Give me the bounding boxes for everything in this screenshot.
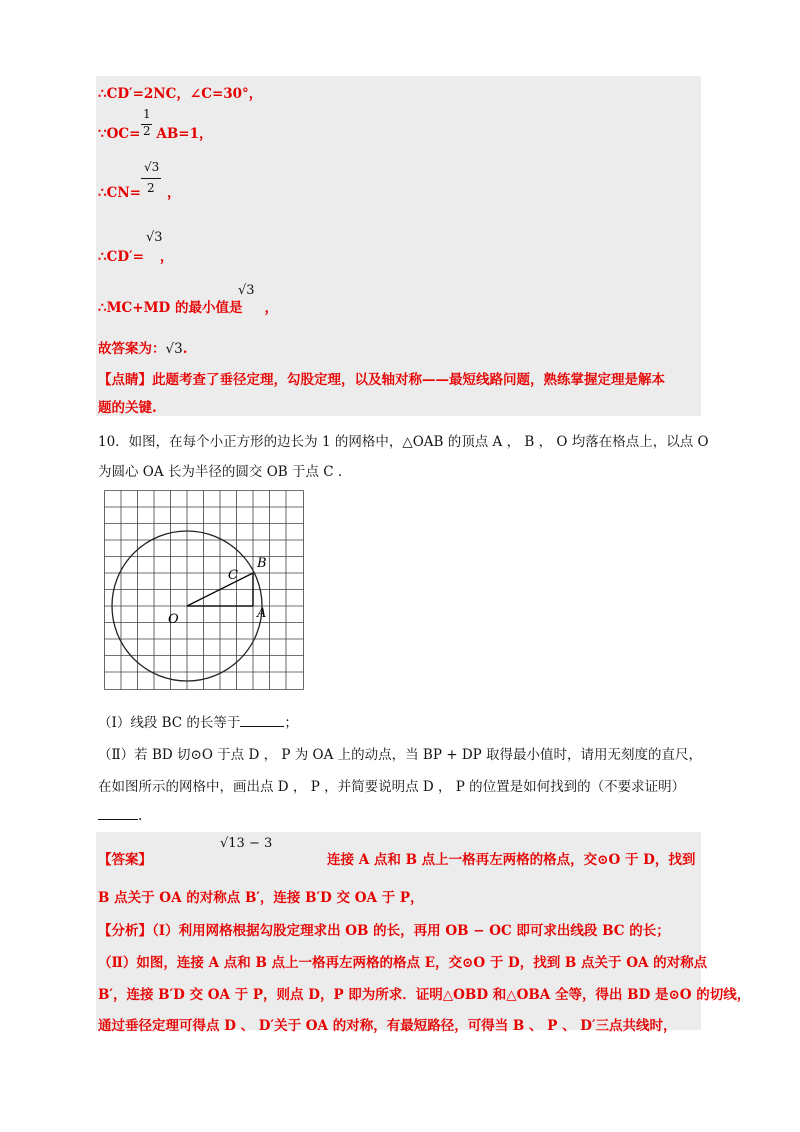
solution-line-2-pre: ∵OC= xyxy=(98,126,141,142)
remark-line-1: 【点睛】此题考查了垂径定理，勾股定理，以及轴对称——最短线路问题，熟练掌握定理是解本 xyxy=(98,372,665,388)
solution-line-5 xyxy=(98,296,278,316)
remark-line-2: 题的关键. xyxy=(98,400,157,416)
answer-blank-2 xyxy=(98,807,138,820)
fraction-sqrt3-num: √3 xyxy=(144,160,160,174)
solution-line-5-post: ， xyxy=(264,300,278,316)
fraction-half-num: 1 xyxy=(143,107,151,121)
question-part-1-end: ； xyxy=(284,715,298,731)
sqrt3-value-3: √3 xyxy=(165,341,183,357)
question-part-2-line-3 xyxy=(98,807,142,824)
sqrt3-value-2: √3 xyxy=(238,283,255,298)
answer-tag: 【答案】 xyxy=(98,852,152,868)
label-C: C xyxy=(228,568,238,583)
question-part-2-end: . xyxy=(138,808,143,824)
question-part-2-line-1: （Ⅱ）若 BD 切⊙O 于点 D ， P 为 OA 上的动点，当 BP + DP 取得最小值时，请用无刻度的直尺， xyxy=(98,747,703,763)
answer-text-1: 连接 A 点和 B 点上一格再左两格的格点，交⊙O 于 D，找到 xyxy=(327,852,696,868)
solution-line-4-post: ， xyxy=(159,249,174,265)
solution-line-3-post: ， xyxy=(167,185,181,201)
solution-line-3-pre: ∴CN= xyxy=(98,185,141,201)
answer-text-2: B 点关于 OA 的对称点 B′，连接 B′D 交 OA 于 P， xyxy=(98,890,424,906)
solution-line-2-post: AB=1， xyxy=(156,126,213,142)
question-part-2-line-2: 在如图所示的网格中，画出点 D ， P ，并简要说明点 D ， P 的位置是如何找到的（不要求证明） xyxy=(98,779,686,795)
analysis-line-1: 【分析】（Ⅰ）利用网格根据勾股定理求出 OB 的长，再用 OB − OC 即可求出线段 BC 的长； xyxy=(98,923,670,939)
solution-line-6-post: . xyxy=(182,341,188,357)
label-A: A xyxy=(257,606,267,621)
solution-line-6 xyxy=(98,337,187,357)
grid-circle-figure xyxy=(104,490,304,690)
fraction-half-den: 2 xyxy=(143,124,151,138)
solution-line-2 xyxy=(98,122,213,142)
analysis-line-4: 通过垂径定理可得点 D 、 D′关于 OA 的对称，有最短路径，可得当 B 、 P 、 D′三点共线时， xyxy=(98,1018,677,1034)
solution-line-4 xyxy=(98,245,173,265)
fraction-sqrt3-den: 2 xyxy=(147,181,155,195)
solution-line-6-pre: 故答案为： xyxy=(98,341,166,357)
question-part-1 xyxy=(98,711,298,731)
question-part-1-text: （Ⅰ）线段 BC 的长等于 xyxy=(98,715,241,731)
solution-line-1: ∴CD′=2NC，∠C=30°， xyxy=(98,86,263,102)
answer-value: √13 − 3 xyxy=(220,836,273,851)
label-B: B xyxy=(257,556,267,571)
analysis-line-3: B′，连接 B′D 交 OA 于 P，则点 D，P 即为所求．证明△OBD 和△OBA 全等，得出 BD 是⊙O 的切线， xyxy=(98,987,751,1003)
problem-line-1: 10．如图，在每个小正方形的边长为 1 的网格中，△OAB 的顶点 A ， B ， O 均落在格点上，以点 O xyxy=(98,434,709,450)
problem-line-2: 为圆心 OA 长为半径的圆交 OB 于点 C . xyxy=(98,464,343,480)
solution-line-4-pre: ∴CD′= xyxy=(98,249,144,265)
solution-line-3 xyxy=(98,181,181,201)
label-O: O xyxy=(168,612,179,627)
fraction-sqrt3-line xyxy=(141,178,161,179)
answer-blank-1 xyxy=(240,714,284,727)
sqrt3-value-1: √3 xyxy=(146,230,163,245)
analysis-line-2: （Ⅱ）如图，连接 A 点和 B 点上一格再左两格的格点 E，交⊙O 于 D，找到 B 点关于 OA 的对称点 xyxy=(98,955,708,971)
solution-line-5-pre: ∴MC+MD 的最小值是 xyxy=(98,300,243,316)
